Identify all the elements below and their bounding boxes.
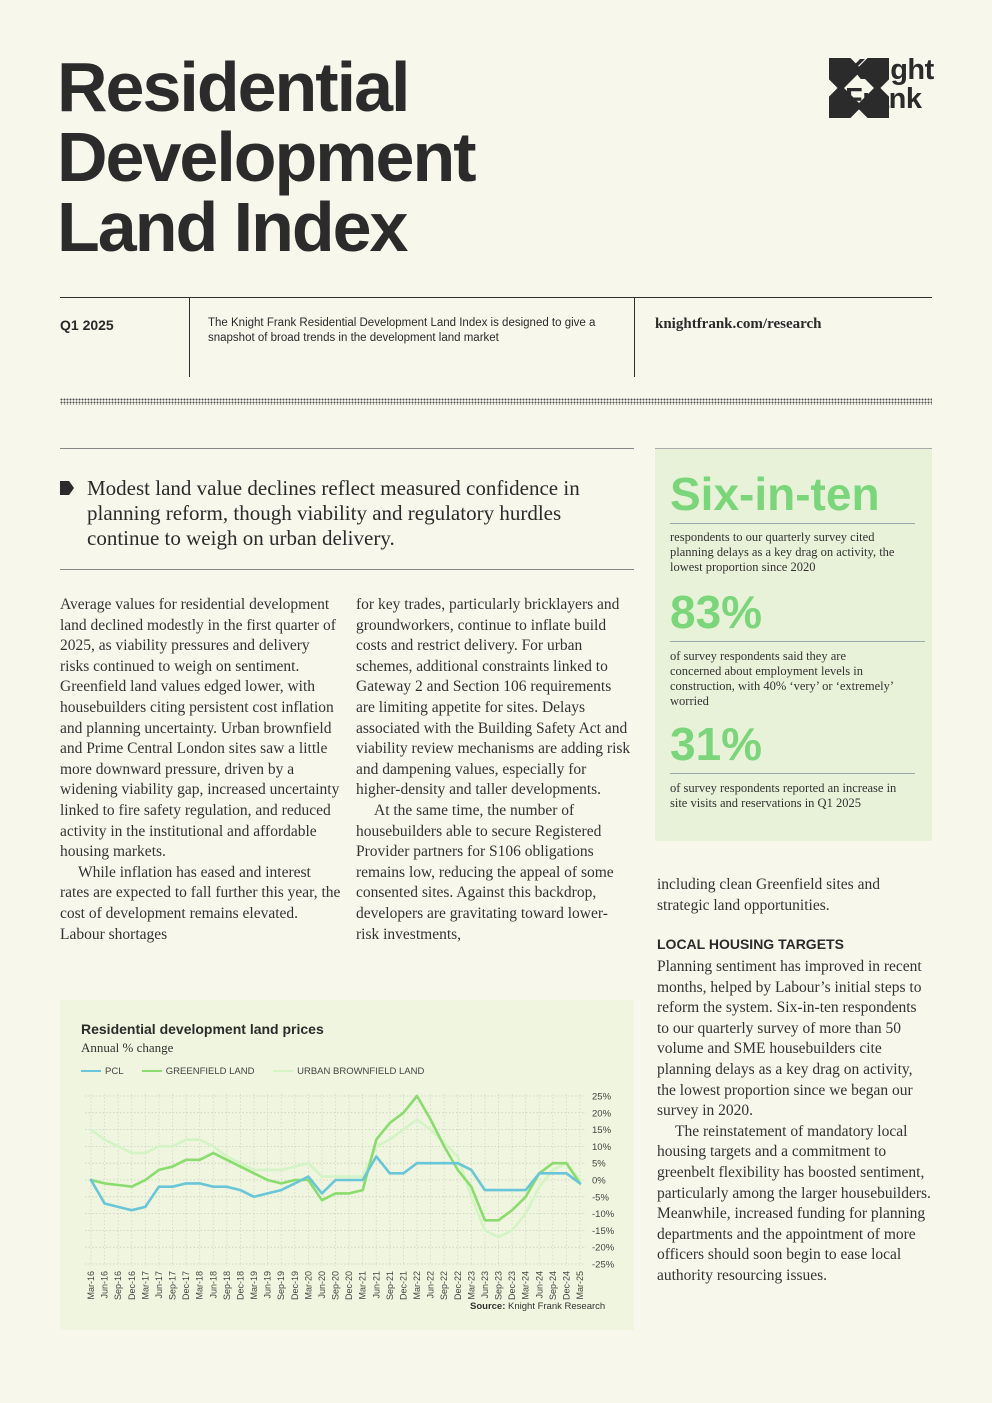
- source-label: Source:: [470, 1301, 506, 1312]
- y-tick-label: -15%: [592, 1225, 615, 1237]
- x-tick-label: Mar-22: [412, 1271, 422, 1300]
- dotted-divider: [60, 398, 932, 405]
- body-paragraph: While inflation has eased and interest rates are expected to fall further this year, the cost of development remains elevated. Labour shortages: [60, 863, 341, 943]
- chart-title: Residential development land prices: [81, 1021, 324, 1037]
- x-tick-label: Sep-16: [113, 1271, 124, 1300]
- body-column-1: [60, 595, 342, 945]
- chart-source: [470, 1301, 605, 1312]
- body-paragraph: Average values for residential development land declined modestly in the first quarter of 2025, as viability pressures and delivery risks continued to weigh on sentiment. Greenfield land values edged lower, with housebuilders citing persistent cost inflation and planning uncertainty. Urban brownfield and Prime Central London sites saw a little more downward pressure, driven by a widening viability gap, increased uncertainty linked to fire safety regulation, and reduced activity in the institutional and affordable housing markets.: [60, 596, 340, 861]
- logo-wordmark: [845, 56, 934, 114]
- source-text: Knight Frank Research: [508, 1301, 606, 1312]
- legend-label-greenfield: GREENFIELD LAND: [165, 1066, 255, 1077]
- stat-description: of survey respondents said they are concerned about employment levels in construction, with 40% ‘very’ or ‘extremely’ worried: [670, 649, 894, 708]
- stat-description: of survey respondents reported an increase in site visits and reservations in Q1 2025: [670, 781, 897, 810]
- y-tick-label: 25%: [592, 1091, 612, 1103]
- lead-paragraph: Modest land value declines reflect measured confidence in planning reform, though viability and regulatory hurdles continue to weigh on urban delivery.: [87, 476, 580, 550]
- y-tick-label: -10%: [592, 1209, 615, 1221]
- x-tick-label: Mar-20: [303, 1271, 314, 1300]
- legend-swatch-greenfield: [142, 1070, 162, 1072]
- x-tick-label: Dec-20: [344, 1271, 355, 1300]
- quarter-label: Q1 2025: [60, 317, 114, 333]
- x-tick-label: Mar-23: [466, 1271, 477, 1300]
- x-tick-label: Jun-20: [316, 1271, 327, 1299]
- page-title: [57, 48, 475, 266]
- chart-legend: [81, 1066, 424, 1077]
- y-tick-label: 20%: [592, 1108, 612, 1120]
- y-tick-label: -5%: [592, 1192, 609, 1204]
- x-tick-label: Mar-21: [357, 1271, 368, 1300]
- x-tick-label: Dec-19: [289, 1271, 300, 1300]
- lead-divider: [60, 448, 634, 449]
- y-tick-label: 0%: [592, 1175, 606, 1187]
- header-divider: [60, 297, 932, 298]
- arrow-bullet-icon: [60, 481, 74, 495]
- stat-description: respondents to our quarterly survey cited planning delays as a key drag on activity, the lowest proportion since 2020: [670, 530, 895, 574]
- stat-headline: Six-in-ten: [670, 468, 880, 520]
- body-paragraph: Planning sentiment has improved in recent months, helped by Labour’s initial steps to reform the system. Six-in-ten respondents to our quarterly survey of more than 50 volume and SME housebuilders cite planning delays as a key drag on activity, the lowest proportion since we began our survey in 2020.: [657, 958, 922, 1120]
- x-tick-label: Dec-22: [452, 1271, 463, 1300]
- legend-swatch-brownfield: [273, 1070, 293, 1072]
- x-tick-label: Dec-21: [398, 1271, 409, 1300]
- stat-divider: [670, 773, 915, 774]
- y-tick-label: 5%: [592, 1158, 606, 1170]
- y-tick-label: 15%: [592, 1125, 612, 1137]
- body-column-2: [356, 595, 631, 945]
- header-column-divider: [634, 297, 635, 377]
- body-column-3: [657, 957, 932, 1287]
- x-tick-label: Dec-24: [561, 1271, 572, 1300]
- body-paragraph: At the same time, the number of housebuilders able to secure Registered Provider partners for S106 obligations remains low, reducing the appeal of some consented sites. Against this backdrop, developers are gravitating toward lower-risk investments,: [356, 801, 614, 943]
- x-tick-label: Sep-21: [384, 1271, 395, 1300]
- key-stats-panel: [655, 448, 932, 841]
- x-tick-label: Sep-23: [493, 1271, 504, 1300]
- x-tick-label: Sep-18: [221, 1271, 232, 1300]
- x-tick-label: Mar-25: [575, 1271, 585, 1300]
- x-tick-label: Dec-17: [181, 1271, 192, 1300]
- body-paragraph: including clean Greenfield sites and strategic land opportunities.: [657, 876, 880, 914]
- title-line-2: Development: [57, 118, 475, 196]
- title-line-3: Land Index: [57, 188, 407, 266]
- x-tick-label: Jun-17: [153, 1271, 164, 1299]
- x-tick-label: Mar-16: [86, 1271, 96, 1300]
- x-tick-label: Dec-18: [235, 1271, 246, 1300]
- x-tick-label: Sep-22: [439, 1271, 450, 1300]
- body-column-3-top: [657, 875, 932, 916]
- x-tick-label: Dec-16: [126, 1271, 137, 1300]
- legend-label-pcl: PCL: [105, 1066, 124, 1077]
- x-tick-label: Jun-22: [425, 1271, 436, 1299]
- body-paragraph: for key trades, particularly bricklayers and groundworkers, continue to inflate build costs and restrict delivery. For urban schemes, additional constraints linked to Gateway 2 and Section 106 requirements are limiting appetite for sites. Delays associated with the Building Safety Act and viability review mechanisms are adding risk and dampening values, especially for higher-density and taller developments.: [356, 596, 631, 799]
- x-tick-label: Jun-18: [208, 1271, 219, 1299]
- lead-divider: [60, 569, 634, 570]
- x-tick-label: Sep-20: [330, 1271, 341, 1300]
- y-tick-label: -20%: [592, 1242, 615, 1254]
- chart-subtitle: Annual % change: [81, 1040, 174, 1055]
- x-tick-label: Jun-23: [479, 1271, 490, 1299]
- x-tick-label: Mar-17: [140, 1271, 151, 1300]
- y-tick-label: 10%: [592, 1141, 612, 1153]
- body-paragraph: The reinstatement of mandatory local housing targets and a commitment to greenbelt flexibility has boosted sentiment, particularly among the larger housebuilders. Meanwhile, increased funding for planning departments and the appointment of more officers should soon begin to ease local authority resourcing issues.: [657, 1122, 931, 1284]
- header-column-divider: [189, 297, 190, 377]
- x-tick-label: Sep-19: [276, 1271, 287, 1300]
- x-tick-label: Sep-24: [547, 1271, 558, 1300]
- stat-headline: 31%: [670, 718, 763, 770]
- title-line-1: Residential: [57, 48, 409, 126]
- x-tick-label: Dec-23: [507, 1271, 518, 1300]
- stat-divider: [670, 523, 915, 524]
- section-heading: LOCAL HOUSING TARGETS: [657, 936, 844, 952]
- x-tick-label: Jun-19: [262, 1271, 273, 1299]
- x-tick-label: Jun-16: [99, 1271, 110, 1299]
- x-tick-label: Mar-18: [194, 1271, 205, 1300]
- x-tick-label: Mar-24: [520, 1271, 531, 1300]
- logo-line-2: Frank: [845, 83, 922, 115]
- logo-line-1: Knight: [845, 54, 934, 86]
- stat-headline: 83%: [670, 586, 763, 638]
- x-tick-label: Jun-24: [534, 1271, 545, 1299]
- x-tick-label: Jun-21: [371, 1271, 382, 1299]
- x-tick-label: Mar-19: [249, 1271, 259, 1300]
- land-price-line-chart: [60, 1085, 634, 1300]
- intro-text: The Knight Frank Residential Development Land Index is designed to give a snapshot of broad trends in the development land market: [208, 317, 596, 344]
- y-tick-label: -25%: [592, 1259, 615, 1271]
- research-link[interactable]: knightfrank.com/research: [655, 316, 822, 332]
- legend-label-brownfield: URBAN BROWNFIELD LAND: [297, 1066, 425, 1077]
- legend-swatch-pcl: [81, 1070, 101, 1072]
- x-tick-label: Sep-17: [167, 1271, 178, 1300]
- stat-divider: [670, 641, 925, 642]
